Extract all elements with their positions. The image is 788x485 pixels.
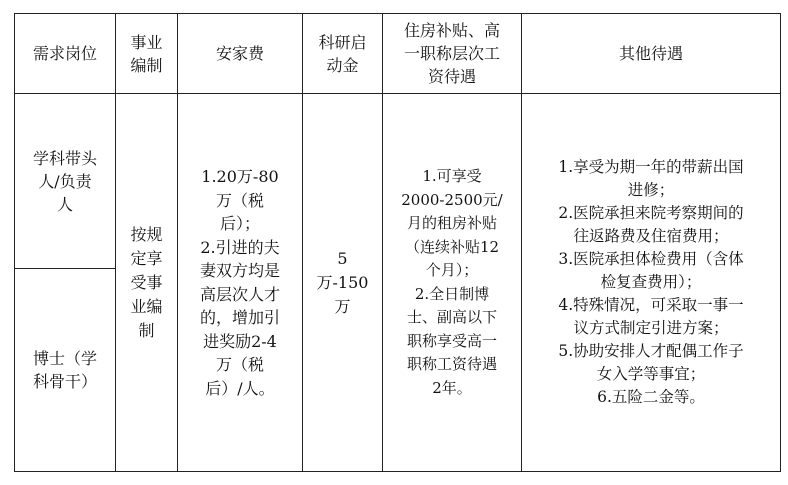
- staffing-cell: 按规 定享 受事 业编 制: [130, 224, 163, 340]
- header-housing: 住房补贴、高 一职称层次工 资待遇: [403, 21, 500, 86]
- table-border-bottom: [14, 471, 781, 472]
- row-label-phd: 博士（学 科骨干）: [32, 349, 97, 391]
- header-other: 其他待遇: [618, 44, 683, 63]
- header-research-fund: 科研启 动金: [318, 32, 367, 75]
- settlement-cell: 1.20万-80 万（税 后）； 2.引进的夫 妻双方均是 高层次人才 的，增加引 进奖励2-4 万（税 后）/人。: [199, 167, 280, 398]
- research-fund-cell: 5 万-150 万: [316, 248, 369, 316]
- header-position: 需求岗位: [32, 44, 97, 63]
- other-benefits-cell: 1.享受为期一年的带薪出国 进修； 2.医院承担来院考察期间的 往返路费及住宿费用； 3.医院承担体检费用（含体 检复查费用）； 4.特殊情况，可采取一事一 议方式制定引进方案； 5.协助安排人才配偶工作子 女入学等事宜； 6.五险二金等。: [558, 158, 744, 406]
- housing-cell: 1.可享受 2000-2500元/ 月的租房补贴 （连续补贴12 个月）； 2.全日制博 士、副高以下 职称享受高一 职称工资待遇 2年。: [401, 167, 503, 397]
- header-settlement: 安家费: [215, 44, 264, 63]
- column-divider: [780, 13, 781, 472]
- row-label-leader: 学科带头 人/负责 人: [32, 148, 97, 214]
- header-staffing: 事业 编制: [130, 32, 163, 75]
